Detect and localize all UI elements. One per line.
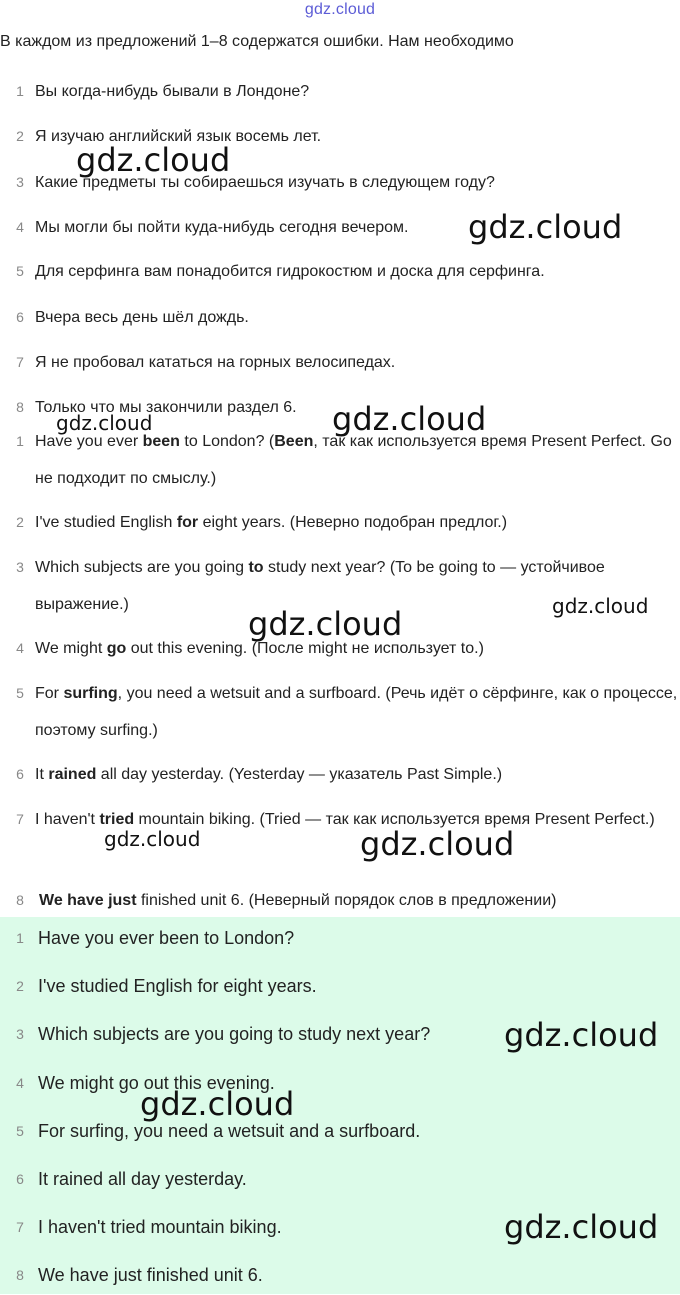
header-watermark: gdz.cloud [304, 1, 376, 18]
highlight: to [248, 559, 264, 576]
watermark: gdz.cloud [332, 400, 487, 438]
watermark: gdz.cloud [504, 1208, 659, 1246]
watermark: gdz.cloud [248, 605, 403, 643]
item-text: Which subjects are you going to study next year? [38, 1024, 431, 1044]
item-number: 7 [16, 354, 24, 370]
item-text: We might go out this evening. [38, 1073, 275, 1093]
explanation-item [0, 801, 680, 875]
item-number: 3 [16, 559, 24, 575]
item-number: 8 [16, 1267, 24, 1283]
answer-item [0, 966, 680, 1006]
highlight: Been [274, 433, 314, 450]
item-number: 8 [16, 892, 24, 908]
item-number: 7 [16, 1219, 24, 1235]
answer-item [0, 1255, 680, 1295]
watermark: gdz.cloud [104, 827, 201, 851]
explanation-item [0, 675, 680, 749]
item-number: 5 [16, 685, 24, 701]
watermark: gdz.cloud [504, 1016, 659, 1054]
item-text: Для серфинга вам понадобится гидрокостюм и доска для серфинга. [35, 263, 545, 280]
item-text: For surfing, you need a wetsuit and a surfboard. [38, 1121, 421, 1141]
item-number: 2 [16, 978, 24, 994]
item-number: 6 [16, 1171, 24, 1187]
russian-item [0, 344, 680, 381]
item-text: Я изучаю английский язык восемь лет. [35, 128, 322, 145]
item-text: I haven't tried mountain biking. [38, 1217, 282, 1237]
item-number: 1 [16, 930, 24, 946]
highlight: go [106, 640, 127, 657]
watermark: gdz.cloud [360, 825, 515, 863]
item-text: Какие предметы ты собираешься изучать в следующем году? [35, 174, 495, 191]
item-number: 5 [16, 263, 24, 279]
item-text: Вы когда-нибудь бывали в Лондоне? [35, 83, 310, 100]
item-number: 4 [16, 1075, 24, 1091]
item-number: 8 [16, 399, 24, 415]
answer-item [0, 1063, 680, 1103]
item-number: 6 [16, 766, 24, 782]
item-number: 7 [16, 811, 24, 827]
item-text: Только что мы закончили раздел 6. [35, 399, 297, 416]
highlight: been [142, 433, 180, 450]
item-text: I've studied English for eight years. [38, 976, 317, 996]
item-number: 4 [16, 640, 24, 656]
highlight: surfing [63, 685, 118, 702]
item-text: Вчера весь день шёл дождь. [35, 309, 249, 326]
explanation-item [0, 882, 680, 919]
item-number: 2 [16, 128, 24, 144]
item-text: We have just finished unit 6. [38, 1265, 263, 1285]
item-number: 4 [16, 219, 24, 235]
item-number: 3 [16, 174, 24, 190]
item-text: We might go out this evening. (После might не использует to.) [35, 640, 484, 657]
item-text: I haven't tried mountain biking. (Tried — так как используется время Present Perfect.) [35, 811, 655, 828]
explanation-item [0, 756, 680, 793]
explanation-item [0, 504, 680, 541]
item-text: Мы могли бы пойти куда-нибудь сегодня вечером. [35, 219, 409, 236]
watermark: gdz.cloud [76, 141, 231, 179]
item-number: 1 [16, 83, 24, 99]
russian-item [0, 299, 680, 336]
item-text: We have just finished unit 6. (Неверный порядок слов в предложении) [39, 892, 557, 909]
item-number: 5 [16, 1123, 24, 1139]
item-text: Have you ever been to London? (Been, так как используется время Present Perfect. Go не подходит по смыслу.) [35, 433, 672, 487]
task-intro: В каждом из предложений 1–8 содержатся ошибки. Нам необходимо [0, 33, 514, 50]
item-number: 2 [16, 514, 24, 530]
item-text: I've studied English for eight years. (Неверно подобран предлог.) [35, 514, 508, 531]
highlight: for [176, 514, 199, 531]
item-text: Which subjects are you going to study next year? (To be going to — устойчивое выражение.) [35, 559, 605, 613]
answer-item [0, 1159, 680, 1199]
item-text: It rained all day yesterday. (Yesterday — указатель Past Simple.) [35, 766, 503, 783]
russian-item [0, 253, 680, 290]
watermark: gdz.cloud [140, 1085, 295, 1123]
highlight: rained [48, 766, 97, 783]
item-number: 1 [16, 433, 24, 449]
item-number: 6 [16, 309, 24, 325]
watermark: gdz.cloud [56, 411, 153, 435]
item-text: Я не пробовал кататься на горных велосипедах. [35, 354, 396, 371]
highlight: tried [99, 811, 135, 828]
item-text: Have you ever been to London? [38, 928, 295, 948]
answer-item [0, 918, 680, 958]
highlight: We have just [39, 892, 137, 909]
item-number: 3 [16, 1026, 24, 1042]
item-text: It rained all day yesterday. [38, 1169, 247, 1189]
watermark: gdz.cloud [552, 594, 649, 618]
item-text: For surfing, you need a wetsuit and a surfboard. (Речь идёт о сёрфинге, как о процессе, поэтому surfing.) [35, 685, 678, 739]
answer-item [0, 1111, 680, 1151]
russian-item [0, 73, 680, 110]
watermark: gdz.cloud [468, 208, 623, 246]
